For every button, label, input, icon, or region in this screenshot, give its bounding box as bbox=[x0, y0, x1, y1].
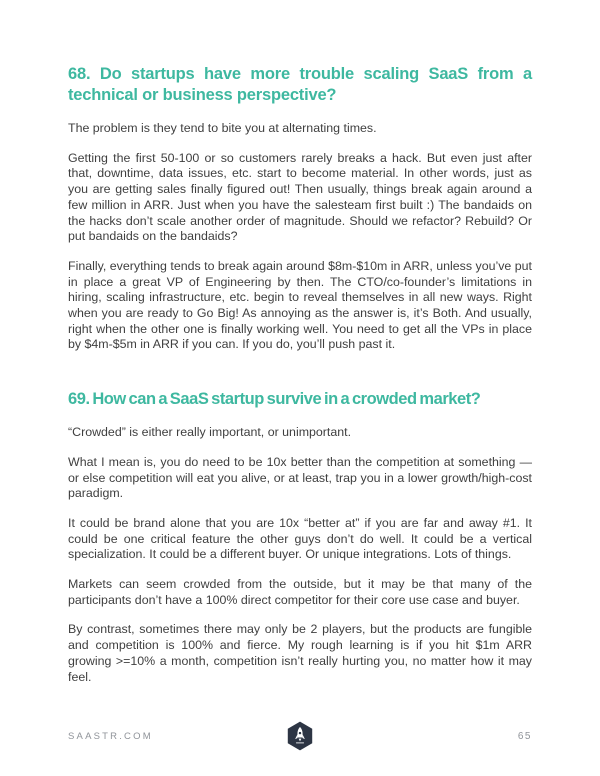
paragraph: By contrast, sometimes there may only be 2 players, but the products are fungible and competition is 100% and fierce. My rough learning is if you hit $1m ARR growing >=10% a month, competition isn’t really hurting you, no matter how it may feel. bbox=[68, 622, 532, 684]
page-footer bbox=[68, 720, 532, 752]
section-68 bbox=[68, 64, 532, 353]
footer-page-number: 65 bbox=[517, 730, 532, 742]
paragraph: The problem is they tend to bite you at alternating times. bbox=[68, 121, 377, 135]
saastr-rocket-hexagon-logo-icon bbox=[287, 721, 313, 751]
footer-site-url: SAASTR.COM bbox=[68, 730, 153, 742]
paragraph: It could be brand alone that you are 10x “better at” if you are far and away #1. It could be one critical feature the other guys don’t do well. It could be a vertical specialization. It could be a different buyer. Or unique integrations. Lots of things. bbox=[68, 515, 532, 562]
paragraph: Markets can seem crowded from the outside, but it may be that many of the participants don’t have a 100% direct competitor for their core use case and buyer. bbox=[68, 577, 532, 607]
paragraph: What I mean is, you do need to be 10x better than the competition at something — or else competition will eat you alive, or at least, trap you in a lower growth/high-cost paradigm. bbox=[68, 454, 532, 501]
paragraph: “Crowded” is either really important, or unimportant. bbox=[68, 425, 352, 440]
paragraph: Finally, everything tends to break again around $8m-$10m in ARR, unless you’ve put in place a great VP of Engineering by then. The CTO/co-founder’s limitations in hiring, scaling infrastructure, etc. begin to reveal themselves in all new ways. Right when you are ready to Go Big! As annoying as the answer is, it’s Both. And usually, right when the other one is finally working well. You need to get all the VPs in place by $4m-$5m in ARR if you can. If you do, you’ll push past it. bbox=[68, 258, 532, 352]
section-heading-68: 68. Do startups have more trouble scaling SaaS from a technical or business perspective? bbox=[68, 65, 532, 104]
section-69 bbox=[68, 389, 532, 685]
paragraph: Getting the first 50-100 or so customers rarely breaks a hack. But even just after that, downtime, data issues, etc. start to become material. In other words, just as you are getting sales finally figured out! Then usually, things break again around a few million in ARR. Just when you have the salesteam first built :) The bandaids on the hacks don’t scale another order of magnitude. Should we refactor? Rebuild? Or put bandaids on the bandaids? bbox=[68, 150, 532, 244]
section-heading-69: 69. How can a SaaS startup survive in a crowded market? bbox=[68, 390, 481, 409]
